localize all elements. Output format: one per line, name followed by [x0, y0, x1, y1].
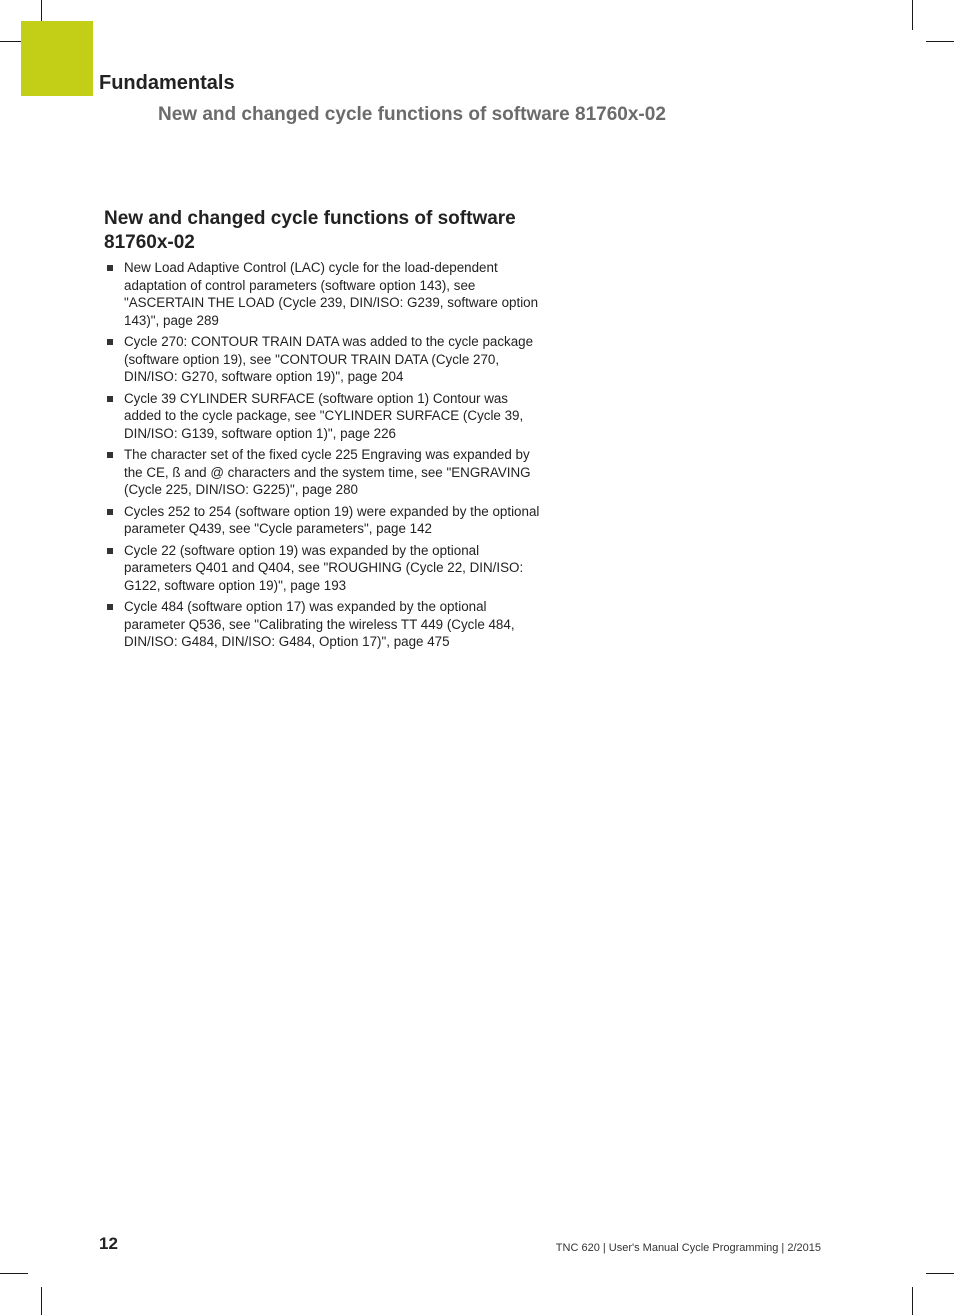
list-item [104, 503, 544, 538]
list-item-text: New Load Adaptive Control (LAC) cycle for the load-dependent adaptation of control parameters (software option 143), see "ASCERTAIN THE LOAD (Cycle 239, DIN/ISO: G239, software option 143)", page 289 [124, 260, 539, 328]
chapter-accent-block [21, 21, 93, 96]
list-item [104, 598, 544, 651]
bullet-square-icon [107, 339, 113, 345]
list-item-text: Cycle 484 (software option 17) was expanded by the optional parameter Q536, see "Calibrating the wireless TT 449 (Cycle 484, DIN/ISO: G484, DIN/ISO: G484, Option 17)", page 475 [124, 599, 515, 649]
chapter-title: Fundamentals [99, 72, 235, 94]
list-item-text: Cycles 252 to 254 (software option 19) were expanded by the optional parameter Q439, see "Cycle parameters", page 142 [124, 503, 540, 536]
list-item [104, 333, 544, 386]
crop-mark-top-left-vertical [41, 0, 42, 22]
list-item [104, 259, 544, 329]
bullet-square-icon [107, 509, 113, 515]
crop-mark-top-right-horizontal [926, 41, 954, 42]
crop-mark-top-left-horizontal [0, 41, 22, 42]
crop-mark-bottom-right-vertical [912, 1287, 913, 1315]
list-item [104, 446, 544, 499]
list-item [104, 542, 544, 595]
list-item-text: Cycle 270: CONTOUR TRAIN DATA was added to the cycle package (software option 19), see "CONTOUR TRAIN DATA (Cycle 270, DIN/ISO: G270, software option 19)", page 204 [124, 334, 534, 384]
bullet-square-icon [107, 265, 113, 271]
footer-publication-info: TNC 620 | User's Manual Cycle Programming | 2/2015 [555, 1242, 821, 1254]
list-item-text: The character set of the fixed cycle 225 Engraving was expanded by the CE, ß and @ characters and the system time, see "ENGRAVING (Cycle 225, DIN/ISO: G225)", page 280 [124, 447, 531, 497]
list-item-text: Cycle 39 CYLINDER SURFACE (software option 1) Contour was added to the cycle package, see "CYLINDER SURFACE (Cycle 39, DIN/ISO: G139, software option 1)", page 226 [124, 390, 524, 441]
crop-mark-top-right-vertical [912, 0, 913, 30]
bullet-square-icon [107, 452, 113, 458]
list-item-text: Cycle 22 (software option 19) was expanded by the optional parameters Q401 and Q404, see "ROUGHING (Cycle 22, DIN/ISO: G122, software option 19)", page 193 [124, 542, 524, 593]
crop-mark-bottom-left-horizontal [0, 1273, 28, 1274]
content-heading: New and changed cycle functions of software 81760x-02 [104, 208, 516, 253]
crop-mark-bottom-left-vertical [41, 1287, 42, 1315]
crop-mark-bottom-right-horizontal [926, 1273, 954, 1274]
section-title: New and changed cycle functions of software 81760x-02 [158, 104, 666, 125]
list-item [104, 390, 544, 443]
change-list [104, 259, 544, 655]
bullet-square-icon [107, 396, 113, 402]
bullet-square-icon [107, 548, 113, 554]
bullet-square-icon [107, 604, 113, 610]
page-number: 12 [99, 1234, 118, 1253]
